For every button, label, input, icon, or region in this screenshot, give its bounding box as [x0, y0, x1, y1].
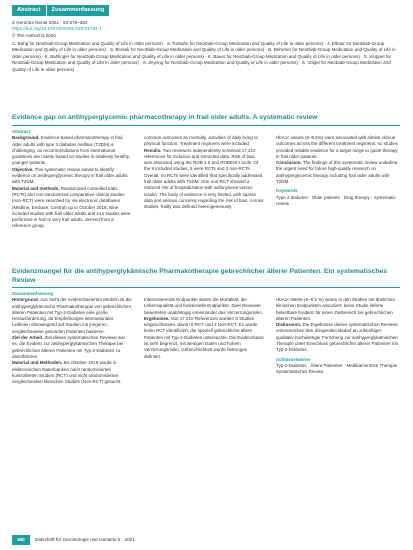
german-col-1 [12, 291, 132, 385]
german-results: Ergebnisse. Von 17.210 Referenzen wurden 8 Studien eingeschlossen, davon 5 RCT und 3 Non-RCT. Es wurde keine RCT identifiziert, die speziell gebrechliche ältere Patienten mit Typ-2-Diabetes untersuchte. Die Evidenzbasis ist sehr begrenzt, mit wenigen Daten und hohem Verzerrungsrisiko; Gebrechlichkeit wurde heterogen definiert. [144, 315, 264, 359]
english-conclusion: Conclusion. The findings of this systematic review underline the urgent need for future high-quality research on antihyperglycemic therapy including frail older adults with T2DM. [276, 160, 398, 185]
german-objective: Ziel der Arbeit. Ziel dieses systematischen Reviews war es, die Evidenz zur antihyperglykämischen Therapie bei gebrechlichen älteren Patienten mit Typ-2-Diabetes zu identifizieren. [12, 335, 126, 359]
german-col-3 [276, 297, 400, 376]
journal-name: Zeitschrift für Gerontologie und Geriatrie 5 · 2021 [34, 537, 135, 542]
english-background: Background. Evidence-based pharmacotherapy in frail older adults with type 2 diabetes mellitus (T2DM) is challenging, as recommendations from international guidelines are mainly based on studies in relatively healthy, younger patients. [12, 135, 130, 166]
english-keywords-heading: Keywords [276, 188, 298, 194]
article-meta [12, 20, 102, 39]
english-title: Evidence gap on antihyperglycemic pharmacotherapy in frail older adults. A systematic review [12, 114, 318, 121]
english-hba1c: HbA1c values (6–8.5%) were associated with similar clinical outcomes across the different treatment regimens; no studies provided reliable evidence for a target range to guide therapy in frail older patients. [276, 135, 398, 159]
header-bar [12, 5, 400, 16]
english-col-1 [12, 129, 132, 230]
english-col-2 [144, 135, 264, 211]
page-number: 380 [12, 535, 30, 545]
german-methods: Material und Methoden. Bis Oktober 2018 wurde in elektronischen Datenbanken nach randomisierten kontrollierten Studien (RCT) und nicht randomisierten vergleichenden klinischen Studien (Non-RCT) gesucht. [12, 360, 122, 385]
german-rule [12, 287, 400, 288]
tab-abstract: Abstract [12, 5, 46, 16]
journal-reference: Z Gerontol Geriat 2021 · 54:378–384 [12, 20, 88, 25]
page-footer [12, 535, 400, 545]
english-heading: Abstract [12, 129, 31, 134]
english-rule [12, 125, 400, 126]
german-heading: Zusammenfassung [12, 291, 54, 296]
english-objective: Objective. This systematic review aimed to identify evidence on antihyperglycemic therapy in frail older adults with T2DM. [12, 166, 128, 185]
english-col-3 [276, 135, 400, 207]
english-outcomes: common outcomes as mortality, activities of daily living or physical function. Treatment regimens were included. [144, 135, 258, 147]
tab-zusammenfassung: Zusammenfassung [47, 5, 110, 16]
german-discussion: Diskussion. Die Ergebnisse dieses systematischen Reviews unterstreichen den dringenden Bedarf an zukünftiger, qualitativ hochwertiger Forschung zur antihyperglykämischen Therapie unter Einschluss gebrechlicher älterer Patienten mit Typ-2-Diabetes. [276, 322, 398, 353]
german-hba1c: HbA1c-Werte (6–8,5 %) waren in den Studien mit ähnlichen klinischen Endpunkten assoziiert; keine Studie lieferte belastbare Evidenz für einen Zielbereich bei gebrechlichen älteren Patienten. [276, 297, 395, 321]
german-keywords: Typ-2-Diabetes · Ältere Patienten · Medikamentöse Therapie · Systematisches Review [276, 362, 400, 375]
german-col-2 [144, 297, 264, 360]
doi-link[interactable]: https://doi.org/10.1007/s00391-020-01754-1 [12, 26, 102, 32]
german-keywords-heading: Schlüsselwörter [276, 356, 311, 362]
english-results: Results. Two reviewers independently screened 17,210 references for inclusion and extracted data. Risk of bias was assessed using the ROB 2.0 and ROBINS-I tools. Of the 8 included studies, 5 were RCTs and 3 non-RCTs. Overall, no RCTs were identified that specifically addressed frail older adults with T2DM. One non-RCT showed a reduced risk of hospitalization with sulfonylurea versus insulin. The body of evidence is very limited, with sparse data and serious concerns regarding the risk of bias. Across studies, frailty was defined heterogeneously. [144, 147, 264, 210]
author-list: C. Bahg for NeoDiab-Group Medication and Quality of Life in older persons) · S. Torbahn for NeoDiab-Group Medication and Quality of Life in older persons) · J. Elbaar for NeoDiab-Group Medication and Quality of Life in older persons) · S. Brosek for NeoDiab-Group Medication and Quality of Life in older persons) · B. Dehrmer for NeoDiab-Group Medication and Quality of Life in older persons) · K. Bahlinger for NeoDiab-Group Medication and Quality of Life in older persons) · K. Bauer for NeoDiab-Group Medication and Quality of Life in older persons) · S. Kiuppel for NeoDiab-Group Medication and Quality of Life in older persons) · S. Zeyring for NeoDiab-Group Medication and Quality of Life in older persons) · S. Volgel for NeoDiab-Group Medication and Quality of Life in older persons) [12, 41, 396, 72]
copyright: © The Author(s) 2020 [12, 32, 56, 38]
german-title: Evidenzmangel für die antihyperglykämische Pharmakotherapie gebrechlicher älterer Patienten. Ein systematisches Review [12, 268, 388, 284]
english-methods: Material and methods. Randomized controlled trials (RCTs) and non-randomized comparative clinical studies (non-RCT) were searched for via electronic databases (Medline, Embase, Central) up to October 2018. Nine included studies with frail older adults and ≥14 studies were performed in frail or very frail adults, derived from a reference group. [12, 185, 131, 229]
german-outcomes: Interessierende Endpunkte waren die Mortalität, die Lebensqualität und funktionelle Endpunkte. Zwei Reviewer bewerteten unabhängig voneinander das Verzerrungsrisiko. [144, 297, 263, 315]
english-keywords: Type 2 diabetes · Older patients · Drug therapy · Systematic review [276, 194, 396, 206]
german-background: Hintergrund. Aus Sicht der evidenzbasierten Medizin ist die antihyperglykämische Pharmakotherapie von gebrechlichen älteren Patienten mit Typ-2-Diabetes eine große Herausforderung, da Empfehlungen internationaler Leitlinien überwiegend auf Studien mit jüngeren, vergleichsweise gesunden Patienten basieren. [12, 297, 132, 334]
